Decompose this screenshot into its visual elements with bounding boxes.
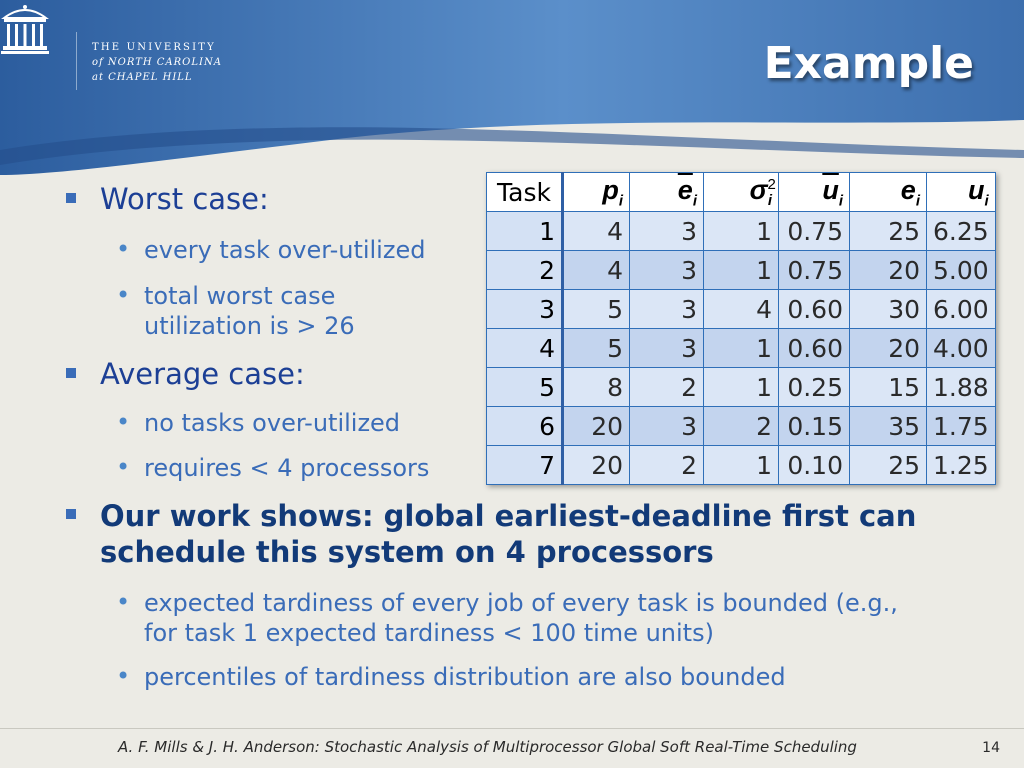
dot-bullet-icon: • — [116, 281, 131, 309]
cell-task: 6 — [487, 407, 563, 446]
cell-ubar: 0.60 — [779, 290, 850, 329]
cell-u: 5.00 — [927, 251, 996, 290]
table-row — [487, 407, 996, 446]
old-well-logo-icon — [0, 0, 50, 56]
cell-sigma2: 1 — [704, 212, 779, 251]
header-worst-execution: $e_i$ — [850, 173, 927, 212]
cell-ebar: 2 — [630, 446, 704, 485]
cell-e: 25 — [850, 212, 927, 251]
cell-u: 1.25 — [927, 446, 996, 485]
cell-task: 4 — [487, 329, 563, 368]
header-worst-utilization: $u_i$ — [927, 173, 996, 212]
cell-u: 1.75 — [927, 407, 996, 446]
cell-sigma2: 1 — [704, 251, 779, 290]
dot-bullet-icon: • — [116, 235, 131, 263]
table-row — [487, 329, 996, 368]
header-period: $p_i$ — [563, 173, 630, 212]
university-wordmark — [92, 40, 222, 85]
cell-sigma2: 1 — [704, 368, 779, 407]
cell-e: 25 — [850, 446, 927, 485]
cell-sigma2: 2 — [704, 407, 779, 446]
cell-p: 5 — [563, 329, 630, 368]
dot-bullet-icon: • — [116, 408, 131, 436]
header-mean-execution: $\overline{e}_i$ — [630, 173, 704, 212]
cell-ubar: 0.75 — [779, 251, 850, 290]
cell-ebar: 3 — [630, 212, 704, 251]
cell-task: 7 — [487, 446, 563, 485]
cell-task: 5 — [487, 368, 563, 407]
cell-e: 30 — [850, 290, 927, 329]
square-bullet-icon — [66, 193, 76, 203]
cell-u: 6.00 — [927, 290, 996, 329]
cell-sigma2: 4 — [704, 290, 779, 329]
cell-u: 1.88 — [927, 368, 996, 407]
university-line-3: at CHAPEL HILL — [92, 72, 193, 83]
slide-title: Example — [763, 38, 974, 89]
cell-task: 1 — [487, 212, 563, 251]
cell-e: 20 — [850, 329, 927, 368]
cell-sigma2: 1 — [704, 329, 779, 368]
table-row — [487, 212, 996, 251]
footer-citation: A. F. Mills & J. H. Anderson: Stochastic Analysis of Multiprocessor Global Soft Real-Time Scheduling — [118, 738, 857, 756]
footer-divider — [0, 728, 1024, 729]
table-row — [487, 446, 996, 485]
cell-ebar: 3 — [630, 407, 704, 446]
cell-ubar: 0.10 — [779, 446, 850, 485]
cell-e: 20 — [850, 251, 927, 290]
cell-p: 20 — [563, 407, 630, 446]
cell-ebar: 3 — [630, 251, 704, 290]
header-variance: $\sigma^2_i$ — [704, 173, 779, 212]
cell-ebar: 2 — [630, 368, 704, 407]
table-row — [487, 290, 996, 329]
header-mean-utilization: $\overline{u}_i$ — [779, 173, 850, 212]
cell-ubar: 0.75 — [779, 212, 850, 251]
cell-ebar: 3 — [630, 329, 704, 368]
table-row — [487, 368, 996, 407]
university-line-1: THE UNIVERSITY — [92, 42, 216, 53]
cell-u: 6.25 — [927, 212, 996, 251]
cell-ebar: 3 — [630, 290, 704, 329]
slide-header — [0, 0, 1024, 175]
cell-p: 4 — [563, 251, 630, 290]
dot-bullet-icon: • — [116, 588, 131, 616]
dot-bullet-icon: • — [116, 453, 131, 481]
square-bullet-icon — [66, 509, 76, 519]
page-number: 14 — [982, 740, 1000, 756]
logo-divider — [76, 32, 77, 90]
cell-p: 20 — [563, 446, 630, 485]
cell-task: 3 — [487, 290, 563, 329]
dot-bullet-icon: • — [116, 662, 131, 690]
cell-p: 4 — [563, 212, 630, 251]
university-line-2: of NORTH CAROLINA — [92, 57, 222, 68]
cell-e: 35 — [850, 407, 927, 446]
cell-task: 2 — [487, 251, 563, 290]
cell-ubar: 0.15 — [779, 407, 850, 446]
cell-e: 15 — [850, 368, 927, 407]
cell-p: 5 — [563, 290, 630, 329]
square-bullet-icon — [66, 368, 76, 378]
cell-sigma2: 1 — [704, 446, 779, 485]
table-row — [487, 251, 996, 290]
cell-p: 8 — [563, 368, 630, 407]
cell-u: 4.00 — [927, 329, 996, 368]
cell-ubar: 0.60 — [779, 329, 850, 368]
cell-ubar: 0.25 — [779, 368, 850, 407]
table-header-row — [487, 173, 996, 212]
task-table — [486, 172, 996, 485]
header-task: Task — [487, 173, 563, 212]
